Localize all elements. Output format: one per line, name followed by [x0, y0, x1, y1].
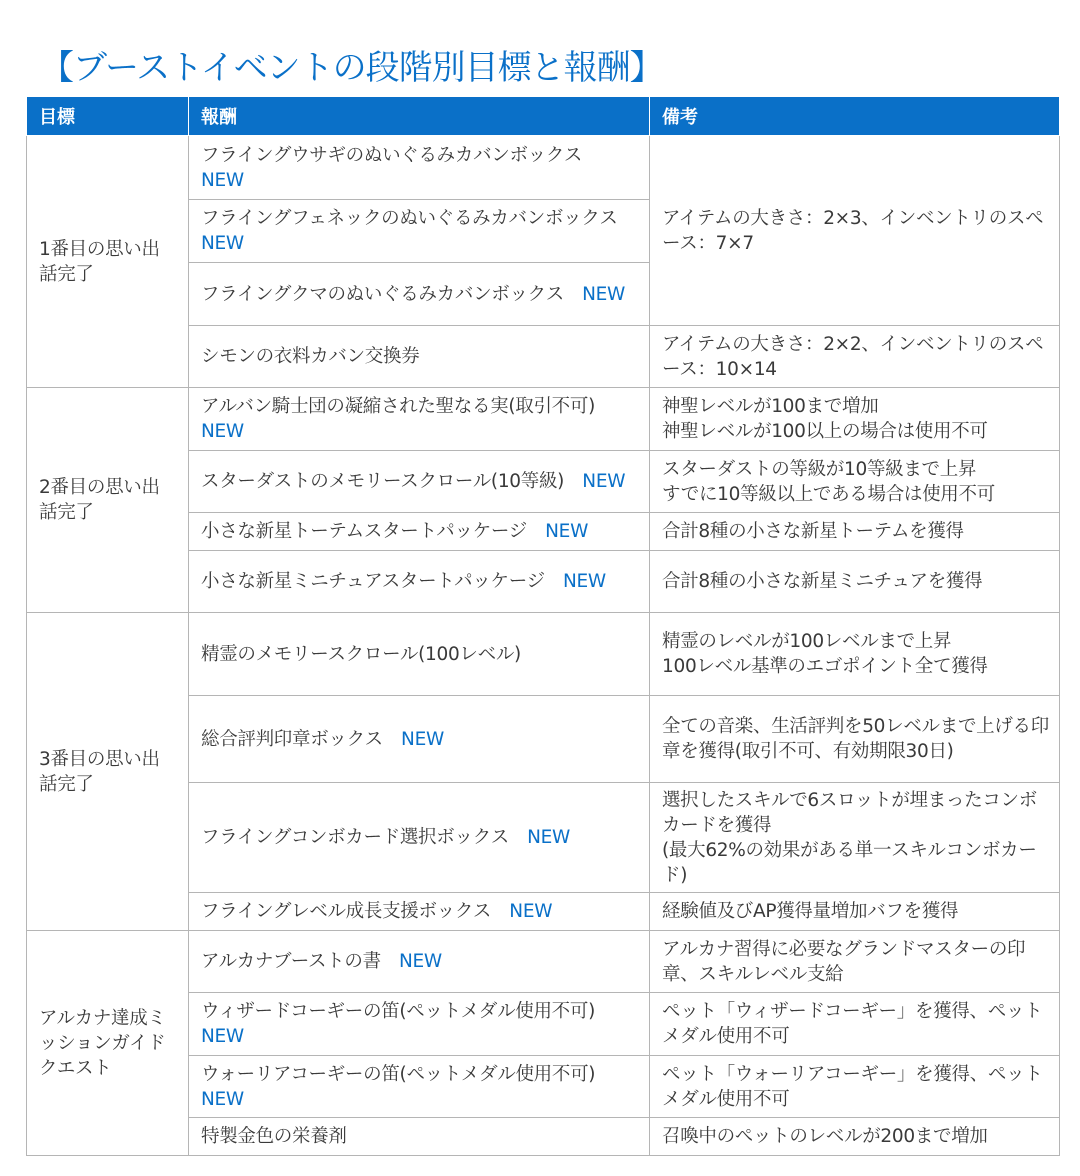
goal-cell: 1番目の思い出話完了 [27, 136, 189, 388]
table-header-row [27, 97, 1060, 136]
reward-cell [189, 451, 650, 513]
reward-name: フライングコンボカード選択ボックス [201, 827, 509, 848]
new-badge: NEW [401, 728, 444, 750]
new-badge: NEW [527, 827, 571, 848]
note-cell: ペット「ウォーリアコーギー」を獲得、ペットメダル使用不可 [650, 1056, 1060, 1118]
reward-cell [189, 200, 650, 263]
goal-cell: 2番目の思い出話完了 [27, 388, 189, 613]
note-line: 100レベル基準のエゴポイント全て獲得 [662, 656, 988, 677]
reward-cell [189, 326, 650, 388]
reward-name: フライングレベル成長支援ボックス [201, 901, 492, 922]
reward-name: フライングクマのぬいぐるみカバンボックス [201, 283, 564, 305]
note-cell [650, 783, 1060, 893]
reward-name: フライングフェネックのぬいぐるみカバンボックス [201, 208, 618, 229]
new-badge: NEW [201, 169, 244, 191]
note-line: 精霊のレベルが100レベルまで上昇 [662, 631, 952, 652]
note-line: 神聖レベルが100まで増加 [662, 396, 879, 417]
reward-cell [189, 551, 650, 613]
note-cell: アイテムの大きさ：2×2、インベントリのスペース：10×14 [650, 326, 1060, 388]
reward-name: スターダストのメモリースクロール(10等級) [201, 471, 565, 492]
table-body [27, 136, 1060, 1156]
note-cell: 経験値及びAP獲得量増加バフを獲得 [650, 893, 1060, 931]
note-line: 神聖レベルが100以上の場合は使用不可 [662, 421, 988, 442]
reward-cell [189, 993, 650, 1056]
note-line: (最大62%の効果がある単一スキルコンボカード) [662, 839, 1037, 886]
note-line: 選択したスキルで6スロットが埋まったコンボカードを獲得 [662, 789, 1037, 836]
note-line: スターダストの等級が10等級まで上昇 [662, 458, 977, 480]
reward-name: 精霊のメモリースクロール(100レベル) [201, 643, 521, 665]
reward-name: 特製金色の栄養剤 [201, 1126, 347, 1147]
table-row [27, 931, 1060, 993]
header-goal: 目標 [27, 97, 189, 136]
reward-name: アルカナブーストの書 [201, 951, 381, 972]
header-reward: 報酬 [189, 97, 650, 136]
new-badge: NEW [398, 951, 442, 972]
note-cell: アイテムの大きさ：2×3、インベントリのスペース：7×7 [650, 136, 1060, 326]
header-note: 備考 [650, 97, 1060, 136]
new-badge: NEW [545, 521, 589, 542]
new-badge: NEW [562, 571, 606, 592]
reward-name: アルバン騎士団の凝縮された聖なる実(取引不可) [201, 396, 596, 417]
note-cell: 召喚中のペットのレベルが200まで増加 [650, 1118, 1060, 1156]
new-badge: NEW [509, 901, 553, 922]
reward-cell [189, 783, 650, 893]
note-cell [650, 451, 1060, 513]
note-cell: 全ての音楽、生活評判を50レベルまで上げる印章を獲得(取引不可、有効期限30日) [650, 696, 1060, 783]
goal-cell: 3番目の思い出話完了 [27, 613, 189, 931]
reward-cell [189, 893, 650, 931]
note-line: すでに10等級以上である場合は使用不可 [662, 483, 995, 505]
reward-name: ウィザードコーギーの笛(ペットメダル使用不可) [201, 1001, 596, 1022]
note-cell [650, 613, 1060, 696]
reward-cell [189, 696, 650, 783]
reward-table [26, 96, 1060, 1156]
new-badge: NEW [201, 233, 244, 254]
note-cell: 合計8種の小さな新星トーテムを獲得 [650, 513, 1060, 551]
note-cell: ペット「ウィザードコーギー」を獲得、ペットメダル使用不可 [650, 993, 1060, 1056]
reward-cell [189, 388, 650, 451]
reward-name: 小さな新星トーテムスタートパッケージ [201, 521, 527, 542]
reward-name: 小さな新星ミニチュアスタートパッケージ [201, 571, 545, 592]
note-cell: アルカナ習得に必要なグランドマスターの印章、スキルレベル支給 [650, 931, 1060, 993]
new-badge: NEW [201, 1088, 244, 1110]
new-badge: NEW [582, 283, 626, 305]
reward-cell [189, 931, 650, 993]
table-row [27, 388, 1060, 451]
reward-cell [189, 613, 650, 696]
note-cell [650, 388, 1060, 451]
note-cell: 合計8種の小さな新星ミニチュアを獲得 [650, 551, 1060, 613]
new-badge: NEW [201, 421, 244, 442]
new-badge: NEW [582, 471, 626, 492]
new-badge: NEW [201, 1026, 244, 1047]
reward-name: フライングウサギのぬいぐるみカバンボックス [201, 144, 583, 166]
goal-cell: アルカナ達成ミッションガイドクエスト [27, 931, 189, 1156]
reward-cell [189, 513, 650, 551]
reward-name: 総合評判印章ボックス [201, 728, 383, 750]
reward-name: ウォーリアコーギーの笛(ペットメダル使用不可) [201, 1063, 596, 1085]
reward-cell [189, 136, 650, 200]
page-title: 【ブーストイベントの段階別目標と報酬】 [40, 48, 663, 88]
reward-cell [189, 1056, 650, 1118]
table-row [27, 136, 1060, 200]
reward-cell [189, 1118, 650, 1156]
table-row [27, 613, 1060, 696]
reward-cell [189, 263, 650, 326]
reward-name: シモンの衣料カバン交換券 [201, 346, 420, 367]
